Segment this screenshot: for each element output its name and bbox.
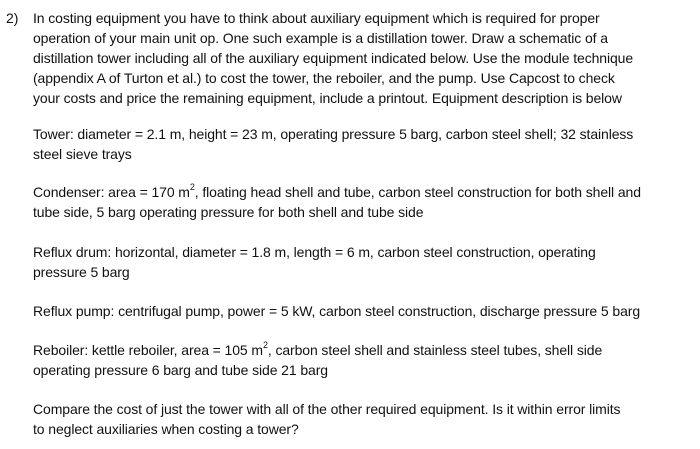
reboiler-area-exponent: 2 [262, 340, 268, 351]
condenser-line-2: tube side, 5 barg operating pressure for both shell and tube side [33, 204, 424, 220]
conclusion-line: to neglect auxiliaries when costing a tower? [33, 421, 299, 437]
condenser-area-exponent: 2 [189, 182, 195, 193]
reboiler-line-2: operating pressure 6 barg and tube side 21 barg [33, 362, 328, 378]
intro-line: your costs and price the remaining equipment, include a printout. Equipment description is below [33, 90, 622, 106]
question-number: 2) [6, 10, 19, 26]
intro-paragraph [33, 8, 693, 108]
reflux-pump-paragraph [33, 301, 693, 321]
conclusion-line: Compare the cost of just the tower with all of the other required equipment. Is it within error limits [33, 401, 621, 417]
tower-line: steel sieve trays [33, 146, 132, 162]
reboiler-text-pre: Reboiler: kettle reboiler, area = 105 m [33, 342, 263, 358]
intro-line: In costing equipment you have to think about auxiliary equipment which is required for proper [33, 10, 600, 26]
condenser-text-post: , floating head shell and tube, carbon steel construction for both shell and [194, 184, 641, 200]
reboiler-line-1 [33, 340, 693, 360]
intro-line: (appendix A of Turton et al.) to cost the tower, the reboiler, and the pump. Use Capcost to check [33, 70, 615, 86]
reflux-pump-line: Reflux pump: centrifugal pump, power = 5 kW, carbon steel construction, discharge pressure 5 barg [33, 303, 641, 319]
intro-line: distillation tower including all of the auxiliary equipment indicated below. Use the module technique [33, 50, 634, 66]
reflux-drum-line: Reflux drum: horizontal, diameter = 1.8 m, length = 6 m, carbon steel construction, operating [33, 244, 596, 260]
reboiler-text-post: , carbon steel shell and stainless steel tubes, shell side [267, 342, 603, 358]
condenser-text-pre: Condenser: area = 170 m [33, 184, 190, 200]
condenser-paragraph [33, 182, 693, 222]
intro-line: operation of your main unit op. One such example is a distillation tower. Draw a schematic of a [33, 30, 608, 46]
reflux-drum-paragraph [33, 242, 693, 282]
reboiler-paragraph [33, 340, 693, 380]
condenser-line-1 [33, 182, 693, 202]
tower-paragraph [33, 124, 693, 164]
tower-line: Tower: diameter = 2.1 m, height = 23 m, operating pressure 5 barg, carbon steel shell; 32 stainless [33, 126, 634, 142]
conclusion-paragraph [33, 399, 693, 439]
reflux-drum-line: pressure 5 barg [33, 264, 130, 280]
